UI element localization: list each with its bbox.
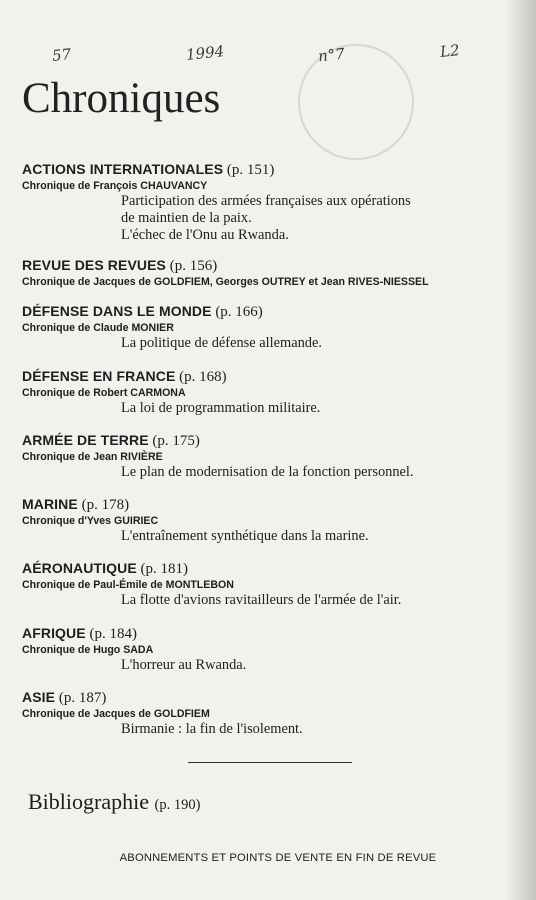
footer-note: ABONNEMENTS ET POINTS DE VENTE EN FIN DE REVUE — [119, 852, 437, 864]
chronicle-entry — [22, 559, 522, 609]
entry-byline: Chronique de Jacques de GOLDFIEM — [22, 708, 210, 720]
section-page: (p. 168) — [179, 369, 227, 385]
entry-byline: Chronique de Claude MONIER — [22, 322, 174, 334]
faded-seal-mark — [298, 44, 414, 160]
bibliography-heading — [28, 788, 200, 819]
entry-heading — [22, 688, 522, 707]
entry-description-line: L'échec de l'Onu au Rwanda. — [121, 227, 289, 243]
entry-byline: Chronique d'Yves GUIRIEC — [22, 515, 159, 527]
chronicle-entry — [22, 367, 522, 417]
entry-description-line: Participation des armées françaises aux opérations — [121, 193, 411, 209]
section-name: DÉFENSE DANS LE MONDE — [22, 303, 212, 319]
section-name: ASIE — [22, 689, 56, 705]
entry-byline: Chronique de François CHAUVANCY — [22, 180, 208, 192]
section-page: (p. 181) — [140, 561, 189, 577]
chronicle-entry — [22, 431, 522, 481]
section-page: (p. 156) — [169, 258, 218, 274]
chronicle-entry — [22, 495, 522, 545]
section-page: (p. 175) — [152, 433, 200, 449]
section-page: (p. 151) — [226, 162, 275, 178]
section-name: DÉFENSE EN FRANCE — [22, 368, 176, 384]
section-name: ACTIONS INTERNATIONALES — [22, 161, 224, 177]
chronicle-entry — [22, 160, 522, 244]
section-name: MARINE — [22, 496, 78, 512]
section-page: (p. 166) — [215, 304, 263, 320]
entry-description-line: de maintien de la paix. — [121, 210, 252, 226]
chronicle-entry — [22, 688, 522, 738]
entry-description-line: La loi de programmation militaire. — [121, 400, 321, 416]
section-page: (p. 184) — [89, 626, 137, 642]
chronicle-entry — [22, 302, 522, 352]
entry-heading — [22, 495, 522, 514]
bibliography-page: (p. 190) — [154, 797, 201, 813]
entry-heading — [22, 559, 522, 578]
section-name: AFRIQUE — [22, 625, 86, 641]
chronicle-entry — [22, 256, 522, 289]
section-name: ARMÉE DE TERRE — [22, 432, 149, 448]
entry-byline: Chronique de Robert CARMONA — [22, 387, 186, 399]
bibliography-label: Bibliographie — [28, 789, 149, 814]
entry-heading — [22, 256, 522, 275]
entry-heading — [22, 624, 522, 643]
entry-description-line: L'entraînement synthétique dans la marine. — [121, 528, 369, 544]
handwritten-code: L2 — [439, 41, 461, 61]
handwritten-issue: n°7 — [317, 44, 346, 66]
entry-heading — [22, 367, 522, 386]
handwritten-number: 57 — [51, 45, 72, 65]
entry-description-line: L'horreur au Rwanda. — [121, 657, 247, 673]
handwritten-year: 1994 — [185, 42, 226, 64]
section-name: AÉRONAUTIQUE — [22, 560, 137, 576]
entry-byline: Chronique de Jacques de GOLDFIEM, Georges OUTREY et Jean RIVES-NIESSEL — [22, 276, 429, 288]
section-page: (p. 187) — [58, 690, 107, 706]
chronicle-entry — [22, 624, 522, 674]
entry-heading — [22, 160, 522, 179]
entry-description-line: Le plan de modernisation de la fonction personnel. — [121, 464, 414, 480]
entry-description-line: La politique de défense allemande. — [121, 335, 322, 351]
entry-byline: Chronique de Jean RIVIÈRE — [22, 451, 163, 463]
entry-byline: Chronique de Paul-Émile de MONTLEBON — [22, 579, 234, 591]
entry-description-line: Birmanie : la fin de l'isolement. — [121, 721, 303, 737]
page-title: Chroniques — [22, 75, 221, 122]
section-divider — [188, 762, 352, 763]
entry-byline: Chronique de Hugo SADA — [22, 644, 154, 656]
entry-heading — [22, 431, 522, 450]
section-name: REVUE DES REVUES — [22, 257, 166, 273]
entry-description-line: La flotte d'avions ravitailleurs de l'armée de l'air. — [121, 592, 402, 608]
entry-heading — [22, 302, 522, 321]
section-page: (p. 178) — [81, 497, 130, 513]
